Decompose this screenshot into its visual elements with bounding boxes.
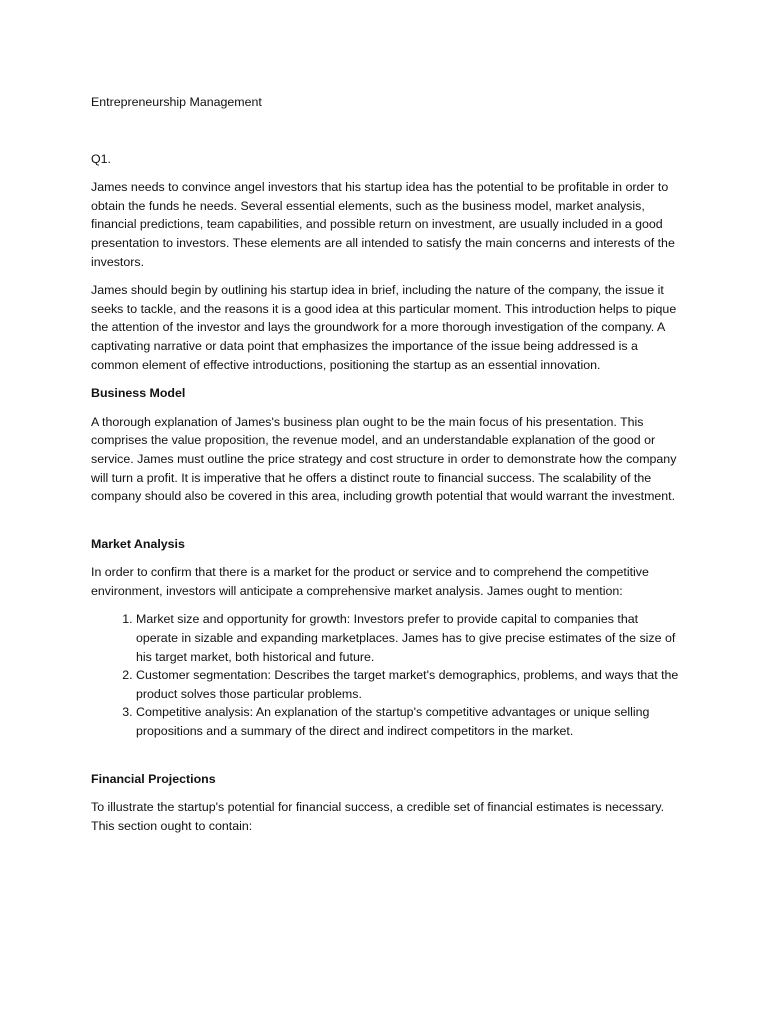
market-analysis-paragraph: In order to confirm that there is a market for the product or service and to comprehend the competitive environment, investors will anticipate a comprehensive market analysis. James ought to mention: xyxy=(91,565,649,598)
list-item: 2. Customer segmentation: Describes the target market's demographics, problems, and ways that the product solves those particular problems. xyxy=(136,666,680,703)
intro-paragraph-1: James needs to convince angel investors that his startup idea has the potential to be profitable in order to obtain the funds he needs. Several essential elements, such as the business model, market analysis, financial predictions, team capabilities, and possible return on investment, are usually included in a good presentation to investors. These elements are all intended to satisfy the main concerns and interests of the investors. xyxy=(91,180,675,269)
business-model-heading: Business Model xyxy=(91,386,186,401)
financial-projections-paragraph: To illustrate the startup's potential for financial success, a credible set of financial estimates is necessary. This section ought to contain: xyxy=(91,800,665,833)
list-item: 1. Market size and opportunity for growth: Investors prefer to provide capital to companies that operate in sizable and expanding marketplaces. James has to give precise estimates of the size of his target market, both historical and future. xyxy=(136,610,680,666)
list-item: 3. Competitive analysis: An explanation of the startup's competitive advantages or unique selling propositions and a summary of the direct and indirect competitors in the market. xyxy=(136,703,680,740)
market-analysis-heading: Market Analysis xyxy=(91,536,185,551)
business-model-paragraph: A thorough explanation of James's business plan ought to be the main focus of his presentation. This comprises the value proposition, the revenue model, and an understandable explanation of the good or service. James must outline the price strategy and cost structure in order to demonstrate how the company will turn a profit. It is imperative that he offers a distinct route to financial success. The scalability of the company should also be covered in this area, including growth potential that would warrant the investment. xyxy=(91,414,677,504)
market-analysis-list xyxy=(91,610,680,740)
question-label: Q1. xyxy=(91,151,111,166)
section-spacer xyxy=(91,516,680,535)
financial-projections-heading: Financial Projections xyxy=(91,771,216,786)
section-spacer xyxy=(91,751,680,770)
document-title: Entrepreneurship Management xyxy=(91,95,262,109)
intro-paragraph-2: James should begin by outlining his startup idea in brief, including the nature of the company, the issue it seeks to tackle, and the reasons it is a good idea at this particular moment. This introduction helps to pique the attention of the investor and lays the groundwork for a more thorough investigation of the company. A captivating narrative or data point that emphasizes the importance of the issue being addressed is a common element of effective introductions, positioning the startup as an essential innovation. xyxy=(91,283,677,372)
